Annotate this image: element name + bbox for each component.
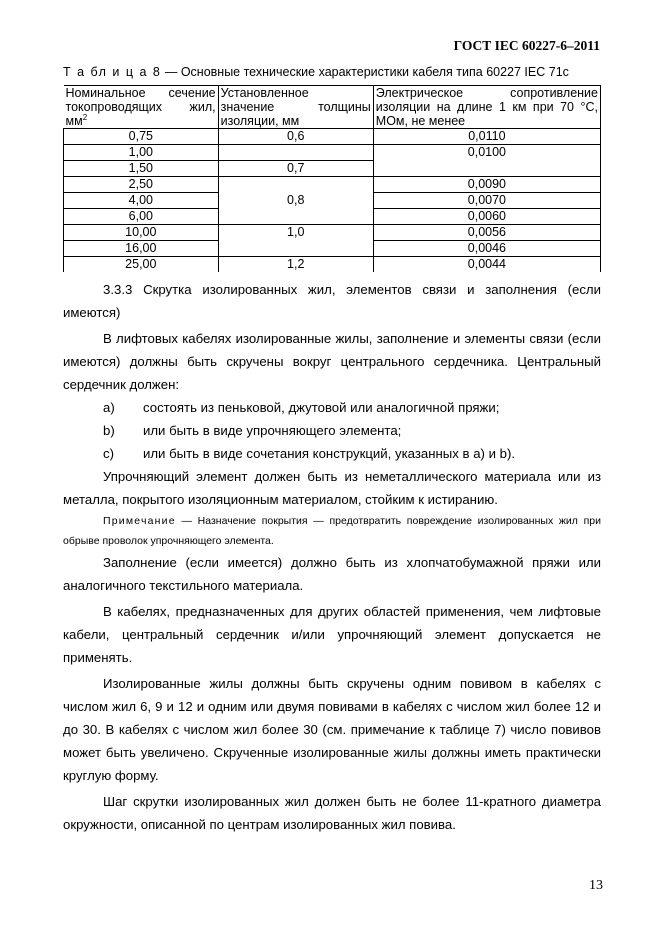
thickness-cell: 0,8 (218, 177, 373, 225)
table-row (64, 145, 601, 161)
header-resistance: Электрическое сопротивление изоляции на длине 1 км при 70 °С, МОм, не менее (373, 86, 600, 129)
list-text: или быть в виде сочетания конструкций, указанных в а) и b). (143, 446, 515, 461)
list-item (63, 419, 601, 442)
cross-section-cell: 10,00 (64, 225, 219, 241)
resistance-cell: 0,0110 (373, 129, 600, 145)
cross-section-cell: 4,00 (64, 193, 219, 209)
characteristics-table (63, 85, 601, 272)
table-caption (63, 65, 569, 79)
header-thickness: Установленное значение толщины изоляции, мм (218, 86, 373, 129)
paragraph: Заполнение (если имеется) должно быть из хлопчатобумажной пряжи или аналогичного текстильного материала. (63, 555, 601, 593)
cross-section-cell: 0,75 (64, 129, 219, 145)
resistance-cell: 0,0044 (373, 257, 600, 273)
paragraph: В лифтовых кабелях изолированные жилы, заполнение и элементы связи (если имеются) должны быть скручены вокруг центрального сердечника. Центральный сердечник должен: (63, 331, 601, 392)
note-label: Примечание (103, 515, 176, 527)
note (63, 511, 601, 551)
list-marker: a) (103, 400, 115, 415)
list-item (63, 396, 601, 419)
resistance-cell: 0,0090 (373, 177, 600, 193)
document-header: ГОСТ IEC 60227-6–2011 (453, 38, 600, 53)
cross-section-cell: 2,50 (64, 177, 219, 193)
table-header-row (64, 86, 601, 129)
thickness-cell: 1,2 (218, 257, 373, 273)
list-text: или быть в виде упрочняющего элемента; (143, 423, 402, 438)
thickness-cell: 0,6 (218, 129, 373, 145)
table-row (64, 257, 601, 273)
thickness-cell: 1,0 (218, 225, 373, 257)
resistance-cell: 0,0070 (373, 193, 600, 209)
cross-section-cell: 16,00 (64, 241, 219, 257)
list-item (63, 442, 601, 465)
thickness-cell (218, 145, 373, 161)
table-row (64, 225, 601, 241)
resistance-cell: 0,0056 (373, 225, 600, 241)
paragraph: Шаг скрутки изолированных жил должен быть не более 11-кратного диаметра окружности, описанной по центрам изолированных жил повива. (63, 794, 601, 832)
cross-section-cell: 1,50 (64, 161, 219, 177)
table-caption-text: — Основные технические характеристики кабеля типа 60227 IEC 71с (161, 65, 569, 79)
resistance-cell: 0,0060 (373, 209, 600, 225)
header-cross-section: Номинальное сечение токопроводящих жил, $мм^2$ (64, 86, 219, 129)
document-body (63, 278, 601, 836)
note-text: — Назначение покрытия — предотвратить повреждение изолированных жил при обрыве проволок упрочняющего элемента. (63, 515, 601, 547)
paragraph: В кабелях, предназначенных для других областей применения, чем лифтовые кабели, центральный сердечник и/или упрочняющий элемент допускается не применять. (63, 604, 601, 665)
page-number: 13 (589, 878, 603, 893)
cross-section-cell: 1,00 (64, 145, 219, 161)
resistance-cell: 0,0046 (373, 241, 600, 257)
table-row (64, 177, 601, 193)
table-row (64, 129, 601, 145)
section-heading: 3.3.3 Скрутка изолированных жил, элементов связи и заполнения (если имеются) (63, 282, 601, 320)
list-marker: c) (103, 446, 114, 461)
paragraph: Упрочняющий элемент должен быть из неметаллического материала или из металла, покрытого изоляционным материалом, стойким к истиранию. (63, 469, 601, 507)
cross-section-cell: 6,00 (64, 209, 219, 225)
resistance-cell: 0,0100 (373, 145, 600, 177)
list-text: состоять из пеньковой, джутовой или аналогичной пряжи; (143, 400, 500, 415)
thickness-cell: 0,7 (218, 161, 373, 177)
paragraph: Изолированные жилы должны быть скручены одним повивом в кабелях с числом жил 6, 9 и 12 и одним или двумя повивами в кабелях с числом жил более 12 и до 30. В кабелях с числом жил более 30 (см. примечание к таблице 7) число повивов может быть увеличено. Скрученные изолированные жилы должны иметь практически круглую форму. (63, 676, 601, 783)
list-marker: b) (103, 423, 115, 438)
table-caption-label: Т а бл и ц а 8 (63, 65, 162, 79)
cross-section-cell: 25,00 (64, 257, 219, 273)
